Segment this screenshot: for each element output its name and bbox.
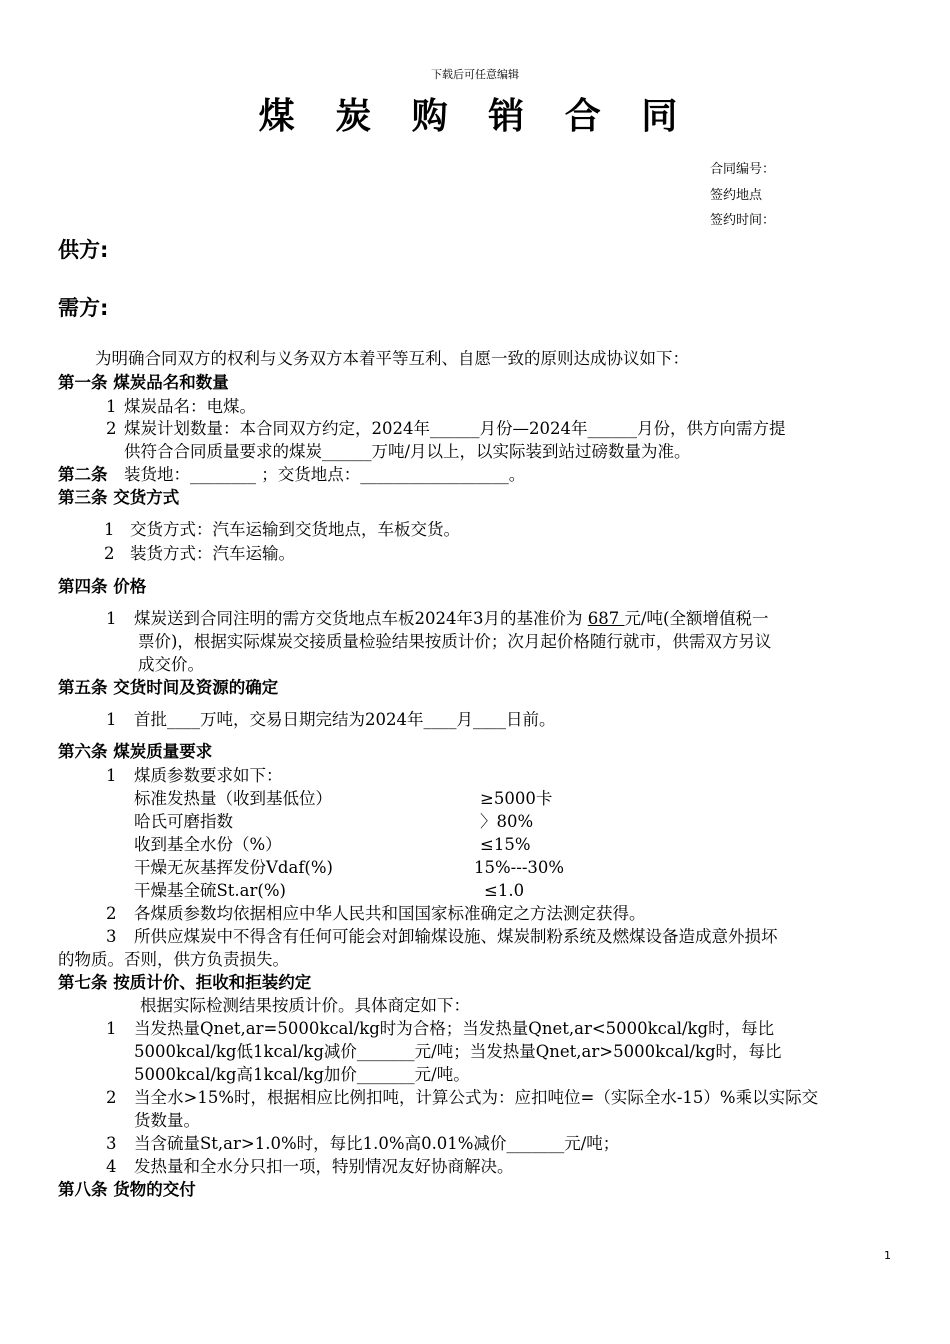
article-7-item-3-number: 3 [106,1134,117,1153]
article-7-item-4: 发热量和全水分只扣一项，特别情况友好协商解决。 [134,1157,514,1176]
base-price-value: 687 [587,609,625,628]
article-7-heading: 第七条 按质计价、拒收和拒装约定 [58,973,312,992]
sign-time-label: 签约时间： [710,213,776,228]
param-value: ≤15% [480,835,531,854]
article-6-item-1-number: 1 [106,766,117,785]
article-3-item-1-number: 1 [104,520,115,539]
sign-place-label: 签约地点 [710,188,763,203]
article-1-heading: 第一条 煤炭品名和数量 [58,373,229,392]
param-value: ≥5000卡 [480,789,553,808]
param-name: 干燥无灰基挥发份Vdaf(%) [134,858,333,877]
article-6-item-2: 各煤质参数均依据相应中华人民共和国国家标准确定之方法测定获得。 [134,904,646,923]
article-6-item-2-number: 2 [106,904,117,923]
param-name: 收到基全水份（%） [134,835,282,854]
article-7-item-2-line-2: 货数量。 [134,1111,200,1130]
param-name: 哈氏可磨指数 [134,812,233,831]
article-7-item-2-number: 2 [106,1088,117,1107]
param-name: 标准发热量（收到基低位） [134,789,332,808]
article-7-item-1-number: 1 [106,1019,117,1038]
article-1-item-1: 煤炭品名：电煤。 [124,397,256,416]
article-3-heading: 第三条 交货方式 [58,488,180,507]
article-8-heading: 第八条 货物的交付 [58,1180,196,1199]
article-5-item-1-number: 1 [106,710,117,729]
intro-paragraph: 为明确合同双方的权利与义务双方本着平等互利、自愿一致的原则达成协议如下： [95,349,689,368]
param-name: 干燥基全硫St.ar(%) [134,881,286,900]
buyer-label: 需方: [58,296,109,320]
price-clause-text: 煤炭送到合同注明的需方交货地点车板2024年3月的基准价为 [134,609,588,628]
article-6-item-3-number: 3 [106,927,117,946]
article-7-item-3: 当含硫量St,ar>1.0%时，每比1.0%高0.01%减价_______元/吨； [134,1134,620,1153]
article-1-item-1-number: 1 [106,397,117,416]
article-4-heading: 第四条 价格 [58,577,147,596]
param-value: ≤1.0 [484,881,525,900]
article-1-item-2-number: 2 [106,419,117,438]
article-6-item-1: 煤质参数要求如下： [134,766,283,785]
article-4-item-1-line-2: 票价)，根据实际煤炭交接质量检验结果按质计价；次月起价格随行就市，供需双方另议 [138,632,772,651]
param-value: 〉80% [480,812,534,831]
article-6-item-3-line-2: 的物质。否则，供方负责损失。 [58,950,289,969]
article-7-item-2-line-1: 当全水>15%时，根据相应比例扣吨，计算公式为：应扣吨位=（实际全水-15）%乘以实际交 [134,1088,819,1107]
contract-number-label: 合同编号： [710,162,776,177]
article-1-item-2-line-1: 煤炭计划数量：本合同双方约定，2024年______月份—2024年______月份，供方向需方提 [124,419,786,438]
price-clause-tail: 元/吨(全额增值税一 [624,609,769,628]
article-2-heading: 第二条 [58,465,108,484]
article-2-text: 装货地：________ ；交货地点：__________________。 [124,465,526,484]
document-title: 煤 炭 购 销 合 同 [258,95,692,137]
article-7-intro: 根据实际检测结果按质计价。具体商定如下： [140,996,470,1015]
article-7-item-4-number: 4 [106,1157,117,1176]
page-number: 1 [884,1249,891,1262]
article-3-item-1: 交货方式：汽车运输到交货地点，车板交货。 [130,520,460,539]
article-5-item-1: 首批____万吨，交易日期完结为2024年____月____日前。 [134,710,556,729]
article-1-item-2-line-2: 供符合合同质量要求的煤炭______万吨/月以上，以实际装到站过磅数量为准。 [124,442,691,461]
article-7-item-1-line-2: 5000kcal/kg低1kcal/kg减价_______元/吨；当发热量Qnet,ar>5000kcal/kg时，每比 [134,1042,782,1061]
article-6-item-3-line-1: 所供应煤炭中不得含有任何可能会对卸输煤设施、煤炭制粉系统及燃煤设备造成意外损坏 [134,927,778,946]
article-3-item-2-number: 2 [104,544,115,563]
article-6-heading: 第六条 煤炭质量要求 [58,742,213,761]
article-5-heading: 第五条 交货时间及资源的确定 [58,678,279,697]
article-4-item-1-line-3: 成交价。 [138,655,204,674]
article-7-item-1-line-1: 当发热量Qnet,ar=5000kcal/kg时为合格；当发热量Qnet,ar<5000kcal/kg时，每比 [134,1019,775,1038]
article-3-item-2: 装货方式：汽车运输。 [130,544,295,563]
supplier-label: 供方: [58,238,109,262]
param-value: 15%---30% [474,858,565,877]
article-4-item-1-number: 1 [106,609,117,628]
article-7-item-1-line-3: 5000kcal/kg高1kcal/kg加价_______元/吨。 [134,1065,470,1084]
header-note: 下载后可任意编辑 [431,68,519,81]
article-4-item-1-line-1 [134,608,768,630]
